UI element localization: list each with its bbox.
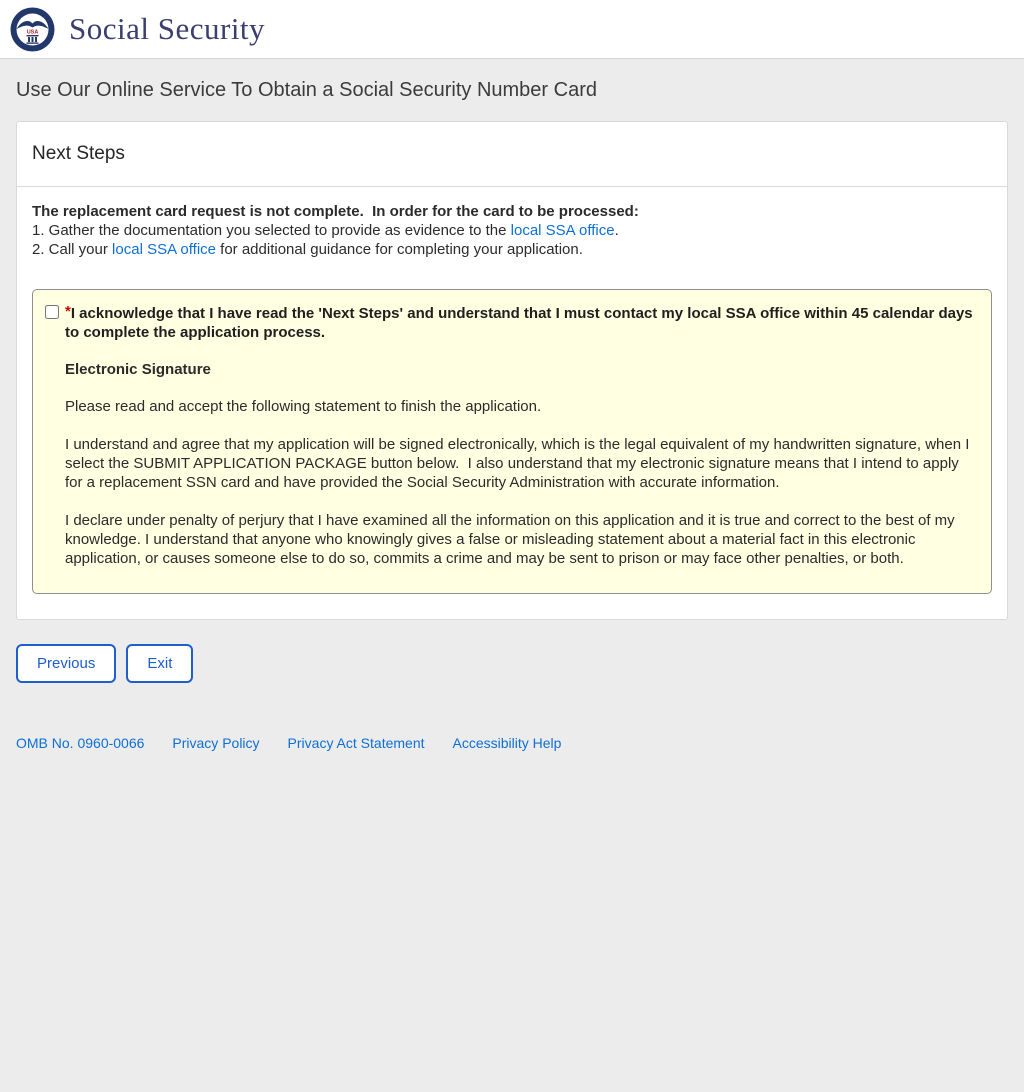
electronic-signature-heading: Electronic Signature bbox=[65, 361, 211, 378]
step-2 bbox=[32, 240, 992, 259]
ssa-seal-icon bbox=[10, 7, 55, 52]
navigation-buttons bbox=[16, 644, 1008, 683]
acknowledge-label-row bbox=[65, 303, 976, 342]
exit-button[interactable]: Exit bbox=[126, 644, 193, 683]
privacy-act-statement-link[interactable]: Privacy Act Statement bbox=[287, 735, 425, 751]
acknowledgement-content bbox=[65, 303, 976, 568]
page-footer bbox=[16, 735, 1008, 751]
panel-heading: Next Steps bbox=[17, 122, 1007, 187]
acknowledge-label: I acknowledge that I have read the 'Next Steps' and understand that I must contact my local SSA office within 45 calendar days to complete the application process. bbox=[65, 305, 973, 341]
incomplete-request-notice: The replacement card request is not complete. In order for the card to be processed: bbox=[32, 203, 639, 220]
seal-usa-text: USA bbox=[26, 29, 39, 35]
step-1-suffix: . bbox=[614, 222, 619, 239]
step-1 bbox=[32, 221, 992, 240]
step-2-suffix: for additional guidance for completing your application. bbox=[216, 241, 583, 258]
accessibility-help-link[interactable]: Accessibility Help bbox=[452, 735, 562, 751]
esig-paragraph-2: I declare under penalty of perjury that I have examined all the information on this application and it is true and correct to the best of my knowledge. I understand that anyone who knowingly gives a false or misleading statement about a material fact in this electronic application, or causes someone else to do so, commits a crime and may be sent to prison or may face other penalties, or both. bbox=[65, 512, 959, 567]
required-asterisk: * bbox=[65, 303, 71, 320]
panel-body bbox=[17, 187, 1007, 619]
privacy-policy-link[interactable]: Privacy Policy bbox=[172, 735, 260, 751]
local-ssa-office-link-1[interactable]: local SSA office bbox=[510, 222, 615, 239]
omb-number-link[interactable]: OMB No. 0960-0066 bbox=[16, 735, 145, 751]
page-container bbox=[0, 79, 1024, 751]
local-ssa-office-link-2[interactable]: local SSA office bbox=[112, 241, 216, 258]
step-1-text: 1. Gather the documentation you selected to provide as evidence to the bbox=[32, 222, 511, 239]
acknowledge-checkbox[interactable] bbox=[45, 305, 59, 319]
next-steps-panel bbox=[16, 121, 1008, 620]
page-title: Use Our Online Service To Obtain a Social Security Number Card bbox=[16, 79, 597, 101]
acknowledgement-box bbox=[32, 289, 992, 594]
brand-wordmark: Social Security bbox=[69, 11, 266, 46]
esig-intro-text: Please read and accept the following statement to finish the application. bbox=[65, 398, 542, 415]
previous-button[interactable]: Previous bbox=[16, 644, 116, 683]
step-2-text: 2. Call your bbox=[32, 241, 113, 258]
site-header bbox=[0, 0, 1024, 59]
esig-paragraph-1: I understand and agree that my application will be signed electronically, which is the legal equivalent of my handwritten signature, when I select the SUBMIT APPLICATION PACKAGE button below. I also understand that my electronic signature means that I intend to apply for a replacement SSN card and have provided the Social Security Administration with accurate information. bbox=[65, 436, 974, 491]
